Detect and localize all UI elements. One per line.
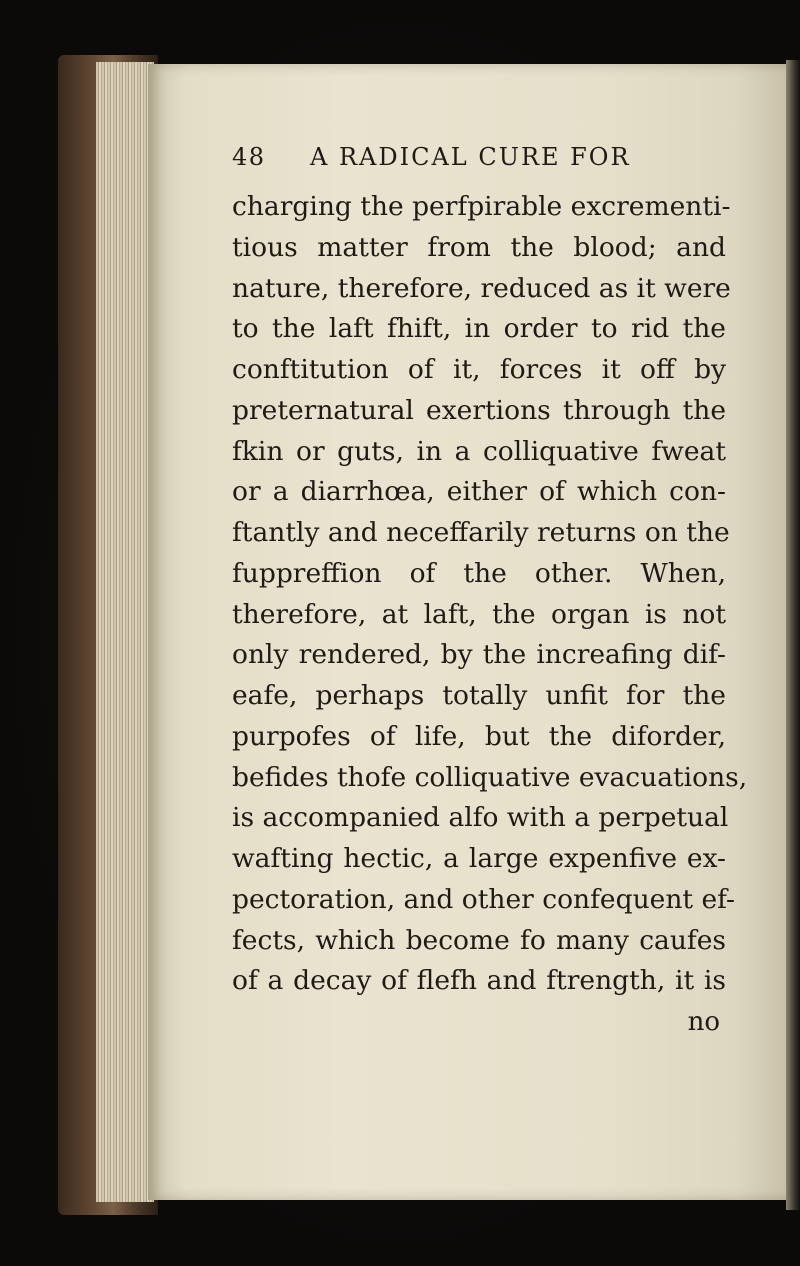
page-number: 48 (232, 143, 266, 171)
text-line: only rendered, by the increafing dif- (232, 639, 726, 671)
text-line: to the laft fhift, in order to rid the (232, 313, 726, 345)
text-line: pectoration, and other confequent ef- (232, 883, 735, 915)
text-line: eafe, perhaps totally unfit for the (232, 680, 726, 711)
catchword: no (687, 1007, 720, 1037)
running-head: A RADICAL CURE FOR (310, 143, 631, 171)
text-line: ftantly and neceffarily returns on the (232, 517, 730, 548)
text-line: fects, which become fo many caufes (232, 924, 726, 956)
text-line: fkin or guts, in a colliquative fweat (232, 435, 726, 467)
text-line: wafting hectic, a large expenfive ex- (232, 843, 726, 874)
page-edges (96, 62, 154, 1202)
text-line: preternatural exertions through the (232, 394, 726, 426)
body-text (232, 187, 748, 1002)
text-line: or a diarrhœa, either of which con- (232, 476, 726, 508)
page-text-block (232, 143, 748, 1042)
text-line: befides thofe colliquative evacuations, (232, 761, 748, 793)
text-line: is accompanied alfo with a perpetual (232, 802, 729, 834)
text-line: therefore, at laft, the organ is not (232, 598, 726, 630)
text-line: charging the perfpirable excrementi- (232, 191, 731, 222)
page-header (232, 143, 726, 187)
text-line: of a decay of flefh and ftrength, it is (232, 965, 726, 997)
text-line: nature, therefore, reduced as it were (232, 272, 731, 304)
text-line: conftitution of it, forces it off by (232, 354, 726, 385)
text-line: purpofes of life, but the diforder, (232, 720, 726, 752)
text-line: fuppreffion of the other. When, (232, 557, 726, 589)
page-right-edge (786, 60, 800, 1210)
text-line: tious matter from the blood; and (232, 231, 726, 263)
